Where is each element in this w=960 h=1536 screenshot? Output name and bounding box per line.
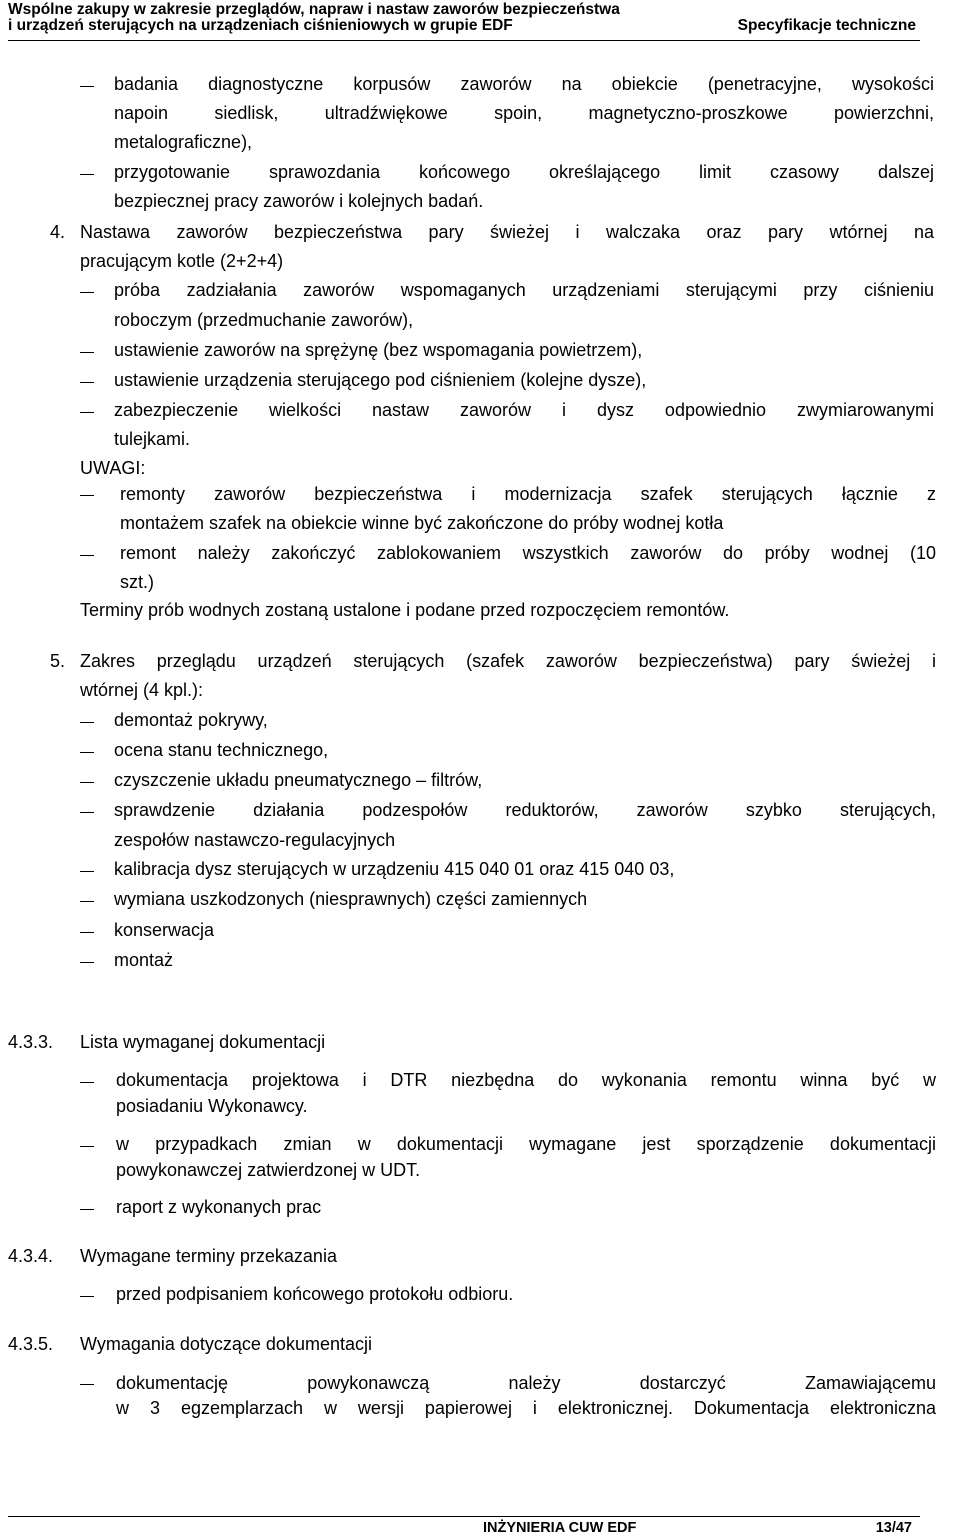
list-item-text: w 3 egzemplarzach w wersji papierowej i elektronicznej. Dokumentacja elektroniczna — [116, 1398, 936, 1418]
dash-bullet — [80, 932, 94, 933]
list-item-text: przed podpisaniem końcowego protokołu odbioru. — [116, 1284, 514, 1304]
point-heading: Zakres przeglądu urządzeń sterujących (szafek zaworów bezpieczeństwa) pary świeżej i — [80, 651, 936, 671]
dash-bullet — [80, 495, 94, 496]
section-title: Lista wymaganej dokumentacji — [80, 1032, 326, 1052]
page-header — [8, 0, 920, 41]
dash-bullet — [80, 901, 94, 902]
dash-bullet — [80, 812, 94, 813]
dash-bullet — [80, 412, 94, 413]
list-item-text: w przypadkach zmian w dokumentacji wymagane jest sporządzenie dokumentacji — [116, 1134, 936, 1154]
document-title-line1: Wspólne zakupy w zakresie przeglądów, napraw i nastaw zaworów bezpieczeństwa — [8, 1, 620, 18]
list-item-text: ustawienie urządzenia sterującego pod ciśnieniem (kolejne dysze), — [114, 370, 647, 390]
section-title: Wymagania dotyczące dokumentacji — [80, 1334, 372, 1354]
dash-bullet — [80, 1384, 94, 1385]
list-item-text: bezpiecznej pracy zaworów i kolejnych badań. — [114, 191, 484, 211]
section-label: Specyfikacje techniczne — [737, 17, 916, 34]
point-heading: pracującym kotle (2+2+4) — [80, 251, 284, 271]
point-number: 5. — [50, 651, 66, 671]
list-item-text: dokumentację powykonawczą należy dostarczyć Zamawiającemu — [116, 1373, 936, 1393]
page-footer-rule — [8, 1516, 920, 1517]
dash-bullet — [80, 174, 94, 175]
list-item-text: raport z wykonanych prac — [116, 1197, 322, 1217]
point-number: 4. — [50, 222, 66, 242]
list-item-text: przygotowanie sprawozdania końcowego określającego limit czasowy dalszej — [114, 162, 934, 182]
dash-bullet — [80, 1296, 94, 1297]
list-item-text: wymiana uszkodzonych (niesprawnych) części zamiennych — [114, 889, 588, 909]
terminy-note: Terminy prób wodnych zostaną ustalone i podane przed rozpoczęciem remontów. — [80, 600, 730, 620]
section-title: Wymagane terminy przekazania — [80, 1246, 337, 1266]
list-item-text: kalibracja dysz sterujących w urządzeniu 415 040 01 oraz 415 040 03, — [114, 859, 675, 879]
list-item-text: remonty zaworów bezpieczeństwa i modernizacja szafek sterujących łącznie z — [120, 484, 936, 504]
point-heading: wtórnej (4 kpl.): — [80, 680, 204, 700]
footer-brand: INŻYNIERIA CUW EDF — [483, 1520, 637, 1536]
point-heading: Nastawa zaworów bezpieczeństwa pary świeżej i walczaka oraz pary wtórnej na — [80, 222, 934, 242]
list-item-text: remont należy zakończyć zablokowaniem wszystkich zaworów do próby wodnej (10 — [120, 543, 936, 563]
dash-bullet — [80, 292, 94, 293]
dash-bullet — [80, 352, 94, 353]
document-title-line2: i urządzeń sterujących na urządzeniach ciśnieniowych w grupie EDF — [8, 17, 513, 34]
list-item-text: ustawienie zaworów na sprężynę (bez wspomagania powietrzem), — [114, 340, 643, 360]
list-item-text: montaż — [114, 950, 174, 970]
list-item-text: szt.) — [120, 572, 154, 592]
list-item-text: demontaż pokrywy, — [114, 710, 268, 730]
dash-bullet — [80, 962, 94, 963]
list-item-text: powykonawczej zatwierdzonej w UDT. — [116, 1160, 421, 1180]
dash-bullet — [80, 722, 94, 723]
dash-bullet — [80, 1209, 94, 1210]
list-item-text: ocena stanu technicznego, — [114, 740, 329, 760]
list-item-text: posiadaniu Wykonawcy. — [116, 1096, 308, 1116]
section-number: 4.3.3. — [8, 1032, 54, 1052]
dash-bullet — [80, 555, 94, 556]
dash-bullet — [80, 782, 94, 783]
dash-bullet — [80, 86, 94, 87]
list-item-text: badania diagnostyczne korpusów zaworów na obiekcie (penetracyjne, wysokości — [114, 74, 934, 94]
list-item-text: czyszczenie układu pneumatycznego – filtrów, — [114, 770, 483, 790]
section-number: 4.3.5. — [8, 1334, 54, 1354]
page-number: 13/47 — [875, 1520, 912, 1536]
dash-bullet — [80, 1146, 94, 1147]
dash-bullet — [80, 871, 94, 872]
list-item-text: dokumentacja projektowa i DTR niezbędna do wykonania remontu winna być w — [116, 1070, 936, 1090]
list-item-text: sprawdzenie działania podzespołów reduktorów, zaworów szybko sterujących, — [114, 800, 936, 820]
list-item-text: metalograficzne), — [114, 132, 253, 152]
dash-bullet — [80, 382, 94, 383]
list-item-text: konserwacja — [114, 920, 215, 940]
dash-bullet — [80, 752, 94, 753]
list-item-text: montażem szafek na obiekcie winne być zakończone do próby wodnej kotła — [120, 513, 724, 533]
section-number: 4.3.4. — [8, 1246, 54, 1266]
list-item-text: zespołów nastawczo-regulacyjnych — [114, 830, 396, 850]
list-item-text: tulejkami. — [114, 429, 191, 449]
list-item-text: próba zadziałania zaworów wspomaganych urządzeniami sterującymi przy ciśnieniu — [114, 280, 934, 300]
dash-bullet — [80, 1082, 94, 1083]
list-item-text: roboczym (przedmuchanie zaworów), — [114, 310, 414, 330]
list-item-text: zabezpieczenie wielkości nastaw zaworów i dysz odpowiednio zwymiarowanymi — [114, 400, 934, 420]
list-item-text: napoin siedlisk, ultradźwiękowe spoin, magnetyczno-proszkowe powierzchni, — [114, 103, 934, 123]
uwagi-label: UWAGI: — [80, 458, 146, 478]
